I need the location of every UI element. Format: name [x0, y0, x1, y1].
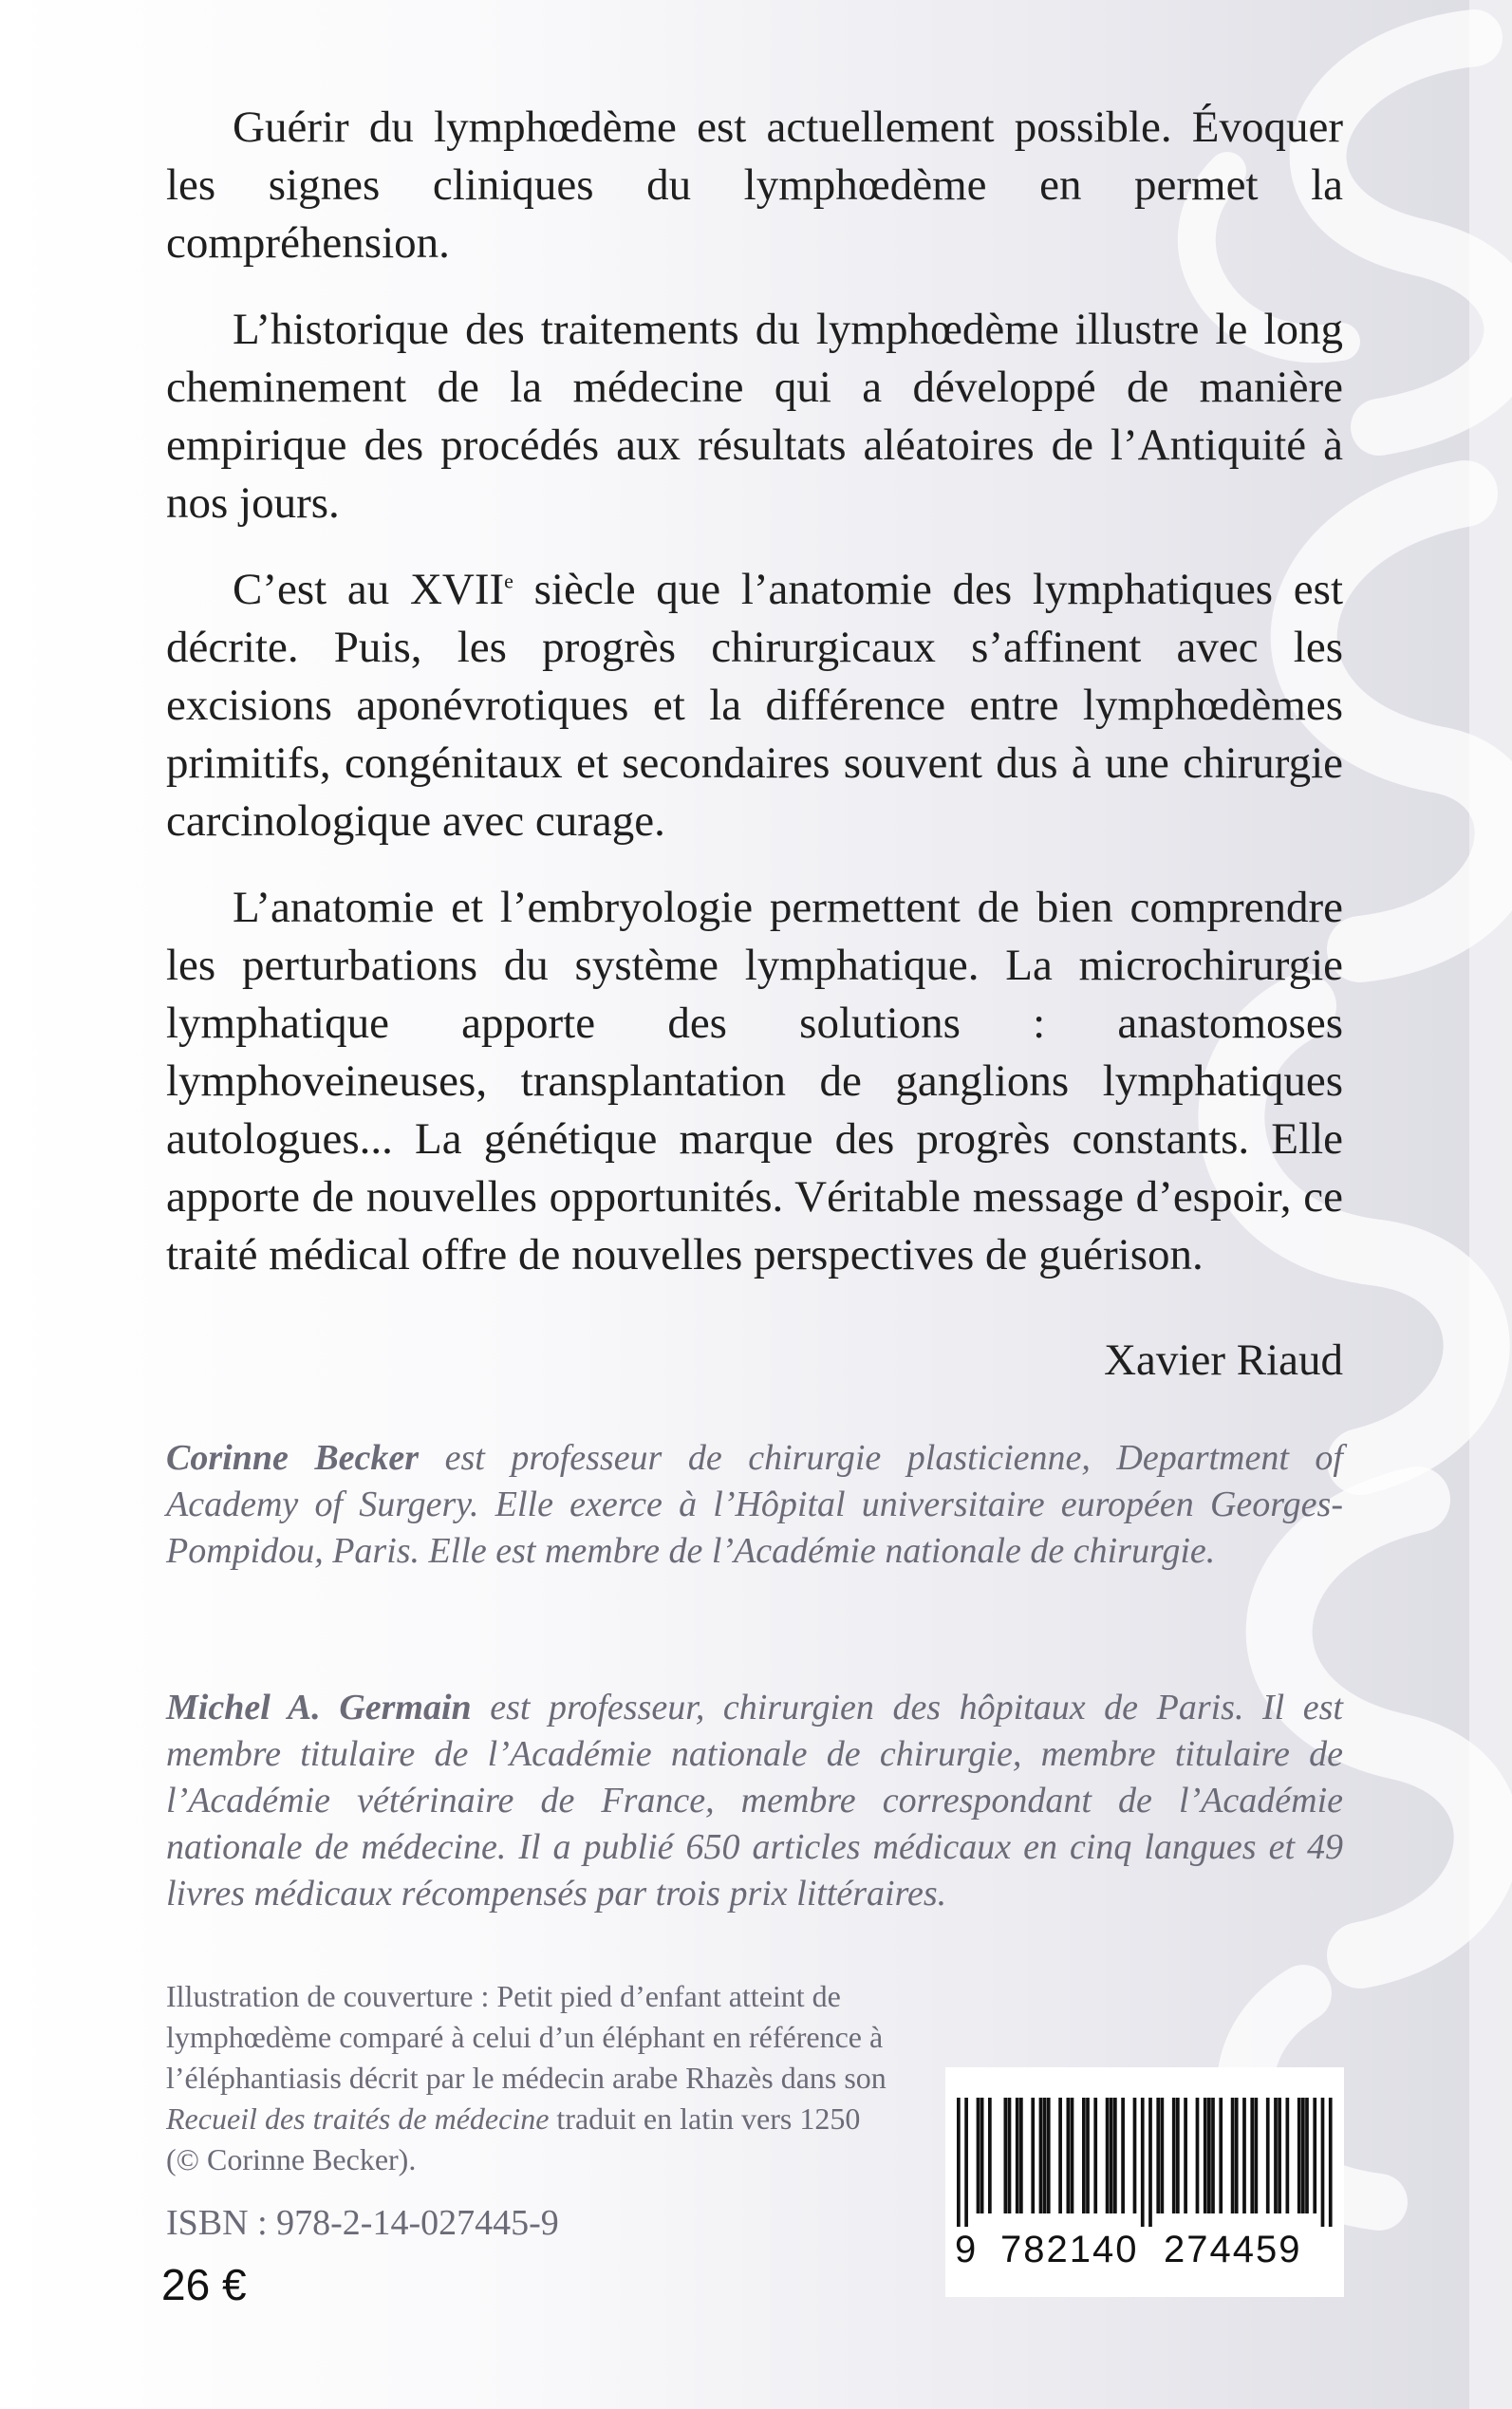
isbn-number: ISBN : 978-2-14-027445-9: [166, 2203, 559, 2243]
barcode-bar: [1121, 2098, 1125, 2213]
description-paragraph-3: [166, 561, 1343, 850]
barcode-bar: [1086, 2098, 1090, 2213]
barcode-bar: [1204, 2098, 1207, 2213]
century-superscript: e: [504, 569, 513, 593]
barcode-bar: [1278, 2098, 1281, 2213]
barcode-bar: [1235, 2098, 1239, 2213]
author-name: Michel A. Germain: [166, 1688, 472, 1727]
barcode-bar: [1043, 2098, 1047, 2213]
barcode-bar: [1176, 2098, 1180, 2213]
barcode-bar: [1242, 2098, 1246, 2213]
preface-signature: Xavier Riaud: [1104, 1335, 1343, 1385]
barcode-bar: [1082, 2098, 1086, 2213]
barcode-bar: [957, 2098, 961, 2227]
barcode-bar: [1058, 2098, 1062, 2213]
barcode-bar: [1305, 2098, 1309, 2213]
barcode-bar: [1047, 2098, 1051, 2213]
barcode-bar: [1313, 2098, 1316, 2213]
barcode-bar: [1211, 2098, 1215, 2213]
barcode-bar: [1297, 2098, 1301, 2213]
barcode-bar: [988, 2098, 992, 2213]
barcode-bar: [1184, 2098, 1187, 2213]
barcode-bar: [1039, 2098, 1043, 2213]
barcode-bar: [1148, 2098, 1152, 2227]
barcode-bar: [1141, 2098, 1145, 2227]
author-bio-text: est professeur, chirurgien des hôpitaux de Paris. Il est membre titulaire de l’Académie nationale de chirurgie, membre titulaire de l’Académie vétérinaire de France, membre correspondant de l’Académie nationale de médecine. Il a publié 650 articles médicaux en cinq langues et 49 livres médicaux récompensés par trois prix littéraires.: [166, 1688, 1343, 1914]
barcode-digit-group-left: 782140: [1000, 2229, 1139, 2270]
barcode-bar: [1250, 2098, 1254, 2213]
barcode-bar: [1274, 2098, 1278, 2213]
description-block: [166, 99, 1343, 1390]
barcode-bar: [1196, 2098, 1200, 2213]
author-bio-germain: [166, 1685, 1343, 1917]
paragraph-3-start: C’est au XVII: [233, 565, 505, 614]
credit-text-start: Illustration de couverture : Petit pied d’enfant atteint de lymphœdème comparé à celui d’un éléphant en référence à l’éléphantiasis décrit par le médecin arabe Rhazès dans son: [166, 1979, 887, 2095]
description-paragraph-2: L’historique des traitements du lymphœdème illustre le long cheminement de la médecine qui a développé de manière empirique des procédés aux résultats aléatoires de l’Antiquité à nos jours.: [166, 305, 1343, 528]
barcode-bar: [1008, 2098, 1012, 2213]
cover-illustration-credit: [166, 1976, 887, 2180]
barcode: [945, 2067, 1344, 2297]
price-label: 26 €: [161, 2260, 247, 2309]
barcode-bar: [1004, 2098, 1008, 2213]
barcode-bar: [1321, 2098, 1325, 2227]
barcode-bar: [1071, 2098, 1074, 2213]
barcode-digit-first: 9: [955, 2229, 979, 2270]
barcode-bar: [964, 2098, 968, 2227]
description-paragraph-4: L’anatomie et l’embryologie permettent de bien comprendre les perturbations du système lymphatique. La microchirurgie lymphatique apporte des solutions : anastomoses lymphoveineuses, transplantation de ganglions lymphatiques autologues... La génétique marque des progrès constants. Elle apporte de nouvelles opportunités. Véritable message d’espoir, ce traité médical offre de nouvelles perspectives de guérison.: [166, 883, 1343, 1279]
barcode-bar: [1161, 2098, 1165, 2213]
barcode-bar: [1207, 2098, 1211, 2213]
barcode-bar: [1255, 2098, 1259, 2213]
barcode-bar: [1113, 2098, 1117, 2213]
barcode-bar: [1031, 2098, 1035, 2213]
barcode-bar: [1110, 2098, 1113, 2213]
barcode-bar: [1219, 2098, 1223, 2213]
author-bio-text: est professeur de chirurgie plasticienne, Department of Academy of Surgery. Elle exerce à l’Hôpital universitaire européen Georges-Pompidou, Paris. Elle est membre de l’Académie nationale de chirurgie.: [166, 1438, 1343, 1571]
author-name: Corinne Becker: [166, 1438, 420, 1478]
credit-book-title: Recueil des traités de médecine: [166, 2101, 550, 2136]
description-paragraph-1: Guérir du lymphœdème est actuellement possible. Évoquer les signes cliniques du lymphœdème en permet la compréhension.: [166, 103, 1343, 268]
barcode-digit-group-right: 274459: [1164, 2229, 1302, 2270]
barcode-bars: [957, 2098, 1333, 2227]
barcode-bar: [1266, 2098, 1270, 2213]
barcode-bar: [1286, 2098, 1290, 2213]
credit-text-end: traduit en latin vers 1250 (© Corinne Becker).: [166, 2101, 861, 2176]
barcode-bar: [1093, 2098, 1097, 2213]
barcode-bar: [980, 2098, 984, 2213]
barcode-bar: [1067, 2098, 1071, 2213]
barcode-bar: [1172, 2098, 1176, 2213]
barcode-bar: [977, 2098, 980, 2213]
barcode-bar: [1231, 2098, 1235, 2213]
barcode-bar: [1133, 2098, 1137, 2213]
paragraph-3-rest: siècle que l’anatomie des lymphatiques est décrite. Puis, les progrès chirurgicaux s’affinent avec les excisions aponévrotiques et la différence entre lymphœdèmes primitifs, congénitaux et secondaires souvent dus à une chirurgie carcinologique avec curage.: [166, 565, 1344, 846]
barcode-bar: [1106, 2098, 1110, 2213]
barcode-bar: [1016, 2098, 1019, 2213]
author-bio-becker: [166, 1435, 1343, 1575]
barcode-bar: [1156, 2098, 1160, 2213]
barcode-bar: [1329, 2098, 1333, 2227]
barcode-bar: [1019, 2098, 1023, 2213]
barcode-bar: [1301, 2098, 1305, 2213]
